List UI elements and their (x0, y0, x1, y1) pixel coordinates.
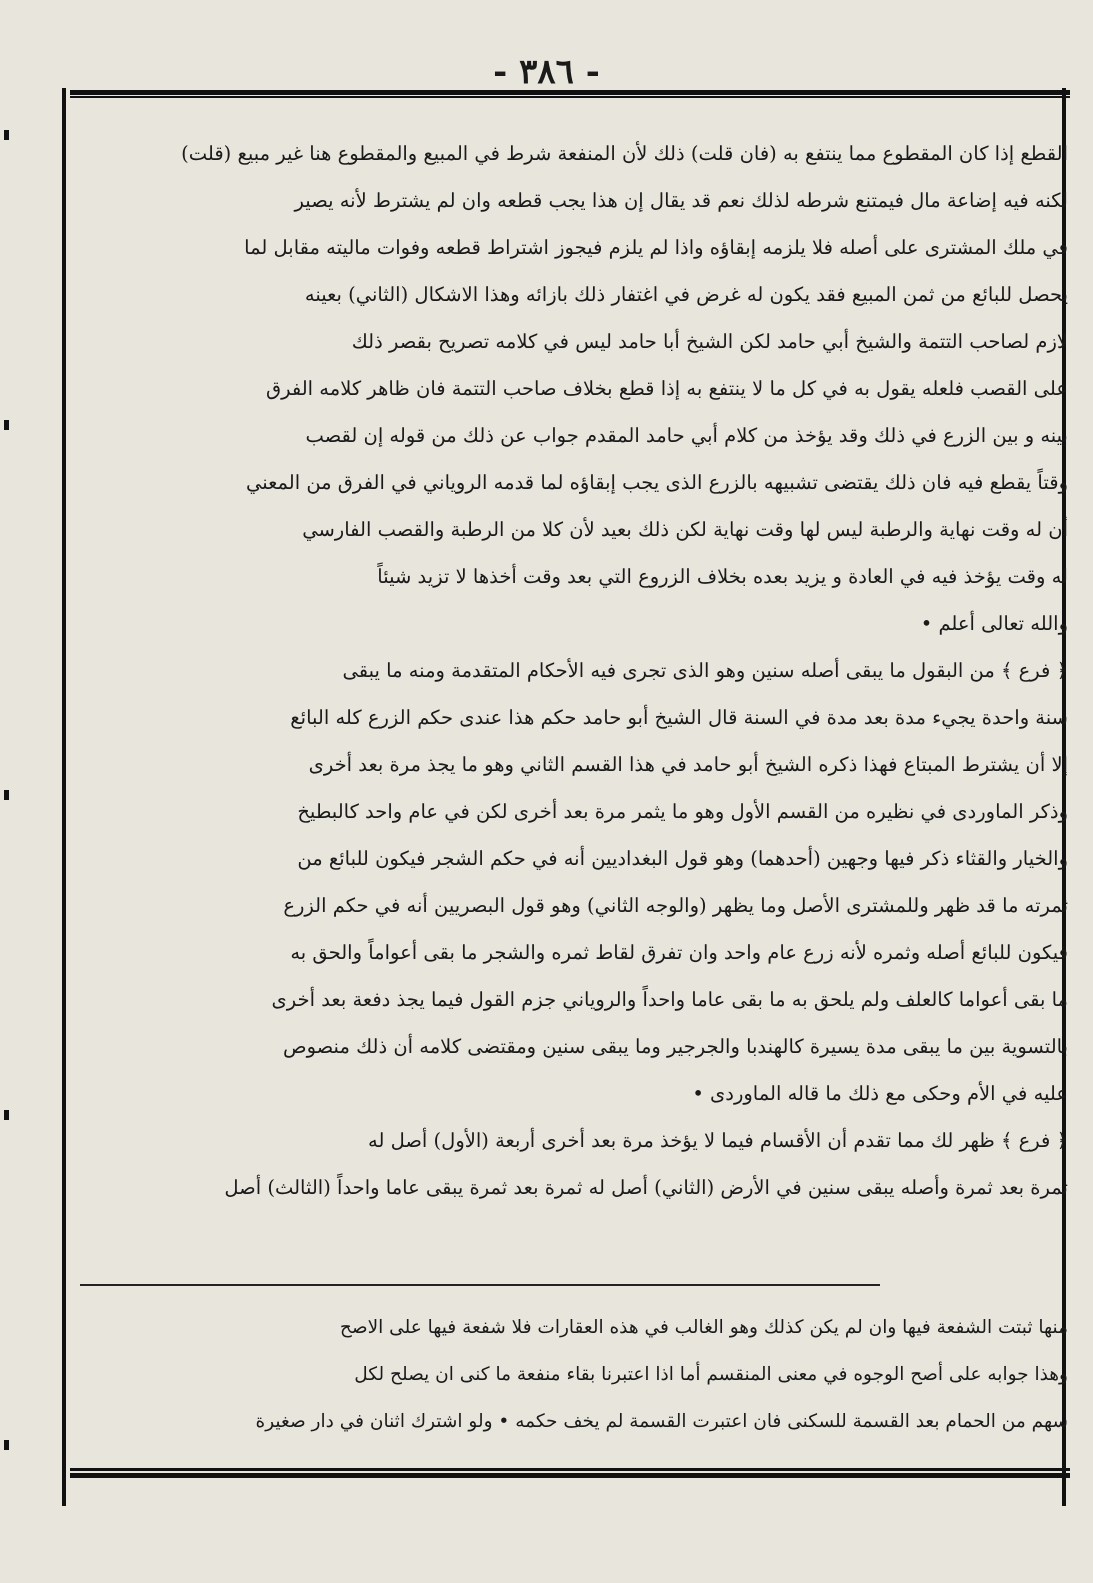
margin-mark (4, 130, 9, 140)
text-line: ﴿ فرع ﴾ ظهر لك مما تقدم أن الأقسام فيما لا يؤخذ مرة بعد أخرى أربعة (الأول) أصل له (368, 1129, 1068, 1152)
text-line: لكنه فيه إضاعة مال فيمتنع شرطه لذلك نعم قد يقال إن هذا يجب قطعه وان لم يشترط لأنه يصير (294, 189, 1068, 212)
text-line: وذكر الماوردى في نظيره من القسم الأول وهو ما يثمر مرة بعد أخرى لكن في عام واحد كالبطيخ (297, 800, 1068, 823)
text-line: له وقت يؤخذ فيه في العادة و يزيد بعده بخلاف الزروع التي بعد وقت أخذها لا تزيد شيئاً (377, 565, 1068, 588)
text-line: لازم لصاحب التتمة والشيخ أبي حامد لكن الشيخ أبا حامد ليس في كلامه تصريح بقصر ذلك (351, 330, 1068, 353)
footnote-divider (80, 1284, 880, 1286)
text-line: ثمرته ما قد ظهر وللمشترى الأصل وما يظهر (والوجه الثاني) وهو قول البصريين أنه في حكم الزرع (283, 894, 1068, 917)
text-line: يحصل للبائع من ثمن المبيع فقد يكون له غرض في اغتفار ذلك بازائه وهذا الاشكال (الثاني) بعينه (304, 283, 1068, 306)
text-line: ثمرة بعد ثمرة وأصله يبقى سنين في الأرض (الثاني) أصل له ثمرة بعد ثمرة يبقى عاما واحداً (الثالث) أصل (224, 1176, 1068, 1199)
footnote-line: وهذا جوابه على أصح الوجوه في معنى المنقسم أما اذا اعتبرنا بقاء منفعة ما كنى ان يصلح لكل (354, 1364, 1068, 1385)
footnote-line: منها ثبتت الشفعة فيها وان لم يكن كذلك وهو الغالب في هذه العقارات فلا شفعة فيها على الاصح (339, 1317, 1068, 1338)
text-line: في ملك المشترى على أصله فلا يلزمه إبقاؤه واذا لم يلزم فيجوز اشتراط قطعه وفوات ماليته مقابل لما (244, 236, 1068, 259)
top-rule (70, 90, 1070, 98)
text-line: القطع إذا كان المقطوع مما ينتفع به (فان قلت) ذلك لأن المنفعة شرط في المبيع والمقطوع هنا غير مبيع (قلت) (181, 142, 1068, 165)
main-text (78, 130, 1068, 1211)
margin-mark (4, 420, 9, 430)
bottom-rule (70, 1468, 1070, 1478)
text-line: على القصب فلعله يقول به في كل ما لا ينتفع به إذا قطع بخلاف صاحب التتمة فان ظاهر كلامه الفرق (265, 377, 1068, 400)
text-line: وقتاً يقطع فيه فان ذلك يقتضى تشبيهه بالزرع الذى يجب إبقاؤه لما قدمه الروياني في الفرق من المعني (245, 471, 1068, 494)
footnote-text (78, 1304, 1068, 1445)
text-line: والله تعالى أعلم • (920, 612, 1068, 635)
text-line: بينه و بين الزرع في ذلك وقد يؤخذ من كلام أبي حامد المقدم جواب عن ذلك من قوله إن لقصب (305, 424, 1068, 447)
text-line: ﴿ فرع ﴾ من البقول ما يبقى أصله سنين وهو الذى تجرى فيه الأحكام المتقدمة ومنه ما يبقى (342, 659, 1068, 682)
text-line: سنة واحدة يجيء مدة بعد مدة في السنة قال الشيخ أبو حامد حكم هذا عندى حكم الزرع كله البائع (290, 706, 1068, 729)
margin-mark (4, 1110, 9, 1120)
text-line: إلا أن يشترط المبتاع فهذا ذكره الشيخ أبو حامد في هذا القسم الثاني وهو ما يجذ مرة بعد أخرى (308, 753, 1068, 776)
margin-mark (4, 790, 9, 800)
text-line: فيكون للبائع أصله وثمره لأنه زرع عام واحد وان تفرق لقاط ثمره والشجر ما بقى أعواماً والحق به (290, 941, 1068, 964)
text-line: والخيار والقثاء ذكر فيها وجهين (أحدهما) وهو قول البغداديين أنه في حكم الشجر فيكون للبائع من (297, 847, 1068, 870)
footnote-line: سهم من الحمام بعد القسمة للسكنى فان اعتبرت القسمة لم يخف حكمه • ولو اشترك اثنان في دار صغيرة (255, 1411, 1068, 1432)
margin-mark (4, 1440, 9, 1450)
text-line: عليه في الأم وحكى مع ذلك ما قاله الماوردى • (692, 1082, 1068, 1105)
text-line: ما بقى أعواما كالعلف ولم يلحق به ما بقى عاما واحداً والروياني جزم القول فيما يجذ دفعة بعد أخرى (271, 988, 1068, 1011)
text-line: بالتسوية بين ما يبقى مدة يسيرة كالهندبا والجرجير وما يبقى سنين ومقتضى كلامه أن ذلك منصوص (283, 1035, 1068, 1058)
text-line: أن له وقت نهاية والرطبة ليس لها وقت نهاية لكن ذلك بعيد لأن كلا من الرطبة والقصب الفارسي (302, 518, 1068, 541)
page-number: - ٣٨٦ - (493, 52, 600, 92)
